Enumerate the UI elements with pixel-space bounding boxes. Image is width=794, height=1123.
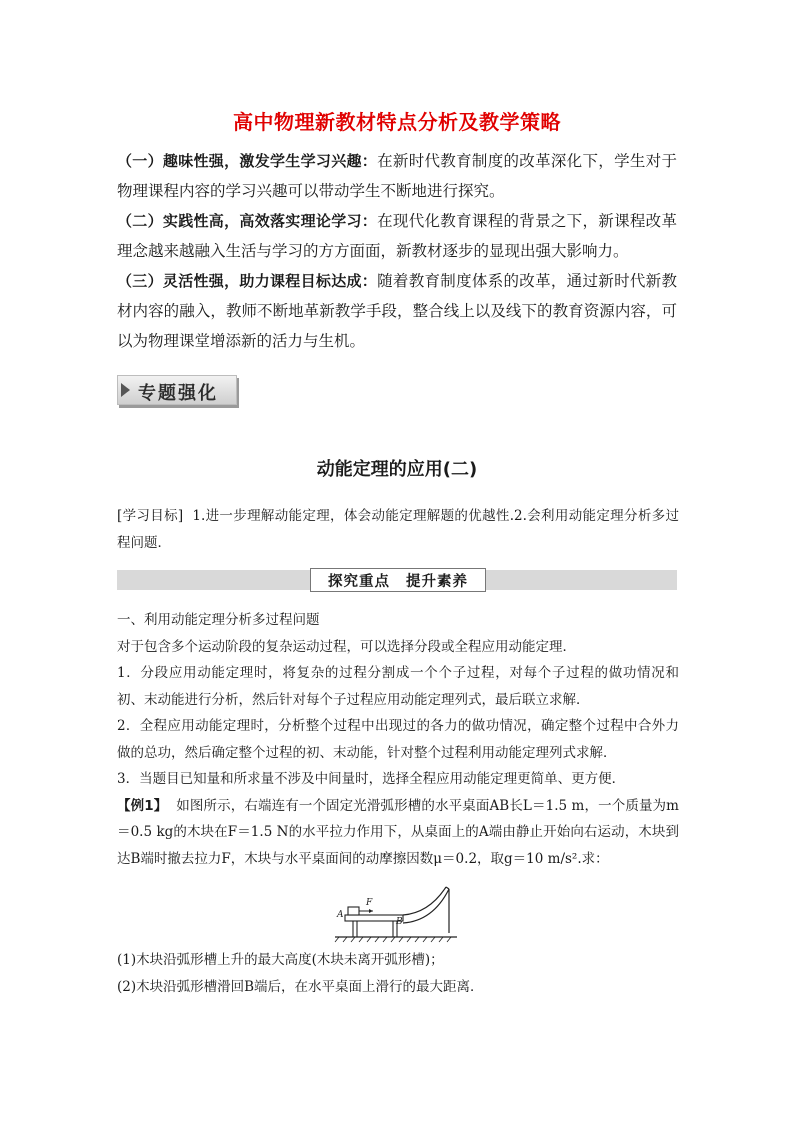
lesson-title: 动能定理的应用(二) <box>316 459 478 480</box>
paragraph-3: 3．当题目已知量和所求量不涉及中间量时，选择全程应用动能定理更简单、更方便． <box>117 771 626 787</box>
label-B: B <box>396 917 403 927</box>
intro-paragraph-2 <box>117 206 677 266</box>
force-arrowhead <box>369 909 373 913</box>
topic-banner <box>117 375 237 407</box>
section-heading: 一、利用动能定理分析多过程问题 <box>117 612 320 628</box>
question-list <box>117 947 679 1000</box>
label-F: F <box>366 898 373 908</box>
intro-text-2: 在现代化教育课程的背景之下，新课程改革理念越来越融入生活与学习的方方面面，新教材逐步的显现出强大影响力。 <box>117 212 677 260</box>
section-bar <box>117 570 677 590</box>
example-text: 如图所示，右端连有一个固定光滑弧形槽的水平桌面AB长L＝1.5 m，一个质量为m＝0.5 kg的木块在F＝1.5 N的水平拉力作用下，从桌面上的A端由静止开始向右运动，木块到达B端时撤去拉力F，木块与水平桌面间的动摩擦因数μ＝0.2，取g＝10 m/s².求： <box>117 797 679 867</box>
goal-text: 1.进一步理解动能定理，体会动能定理解题的优越性.2.会利用动能定理分析多过程问题． <box>117 508 679 551</box>
banner-label: 专题强化 <box>138 383 218 404</box>
lesson-body <box>117 607 679 872</box>
arc-top-edge <box>446 887 449 889</box>
play-arrow-icon <box>121 383 130 397</box>
learning-goals <box>117 503 679 557</box>
ground-hatching <box>335 937 451 942</box>
intro-paragraph-1 <box>117 146 677 206</box>
paragraph-2: 2．全程应用动能定理时，分析整个过程中出现过的各力的做功情况，确定整个过程中合外力做的总功，然后确定整个过程的初、末动能，针对整个过程利用动能定理列式求解． <box>117 718 679 761</box>
section-bar-box <box>310 568 486 592</box>
banner-box <box>117 375 237 405</box>
intro-text-3: 随着教育制度体系的改革，通过新时代新教材内容的融入，教师不断地革新教学手段，整合线上以及线下的教育资源内容，可以为物理课堂增添新的活力与生机。 <box>117 272 677 350</box>
question-1: (1)木块沿弧形槽上升的最大高度(木块未离开弧形槽)； <box>117 952 444 968</box>
intro-heading-2: （二）实践性高，高效落实理论学习： <box>117 212 378 230</box>
table-top <box>345 915 403 921</box>
intro-heading-3: （三）灵活性强，助力课程目标达成： <box>117 272 378 290</box>
intro-section <box>117 146 677 356</box>
arc-groove-outer <box>403 889 449 933</box>
example-1 <box>117 793 679 873</box>
intro-text-1: 在新时代教育制度的改革深化下，学生对于物理课程内容的学习兴趣可以带动学生不断地进行探究。 <box>117 152 677 200</box>
goal-tag: [学习目标] <box>117 508 184 524</box>
intro-paragraph-3 <box>117 266 677 356</box>
paragraph-1: 1．分段应用动能定理时，将复杂的过程分割成一个个子过程，对每个子过程的做功情况和初、末动能进行分析，然后针对每个子过程应用动能定理列式，最后联立求解． <box>117 665 679 708</box>
page-title: 高中物理新教材特点分析及教学策略 <box>233 110 561 134</box>
example-tag: 【例1】 <box>117 797 168 814</box>
section-bar-label: 探究重点 提升素养 <box>327 574 469 590</box>
arc-groove <box>403 887 446 915</box>
question-2: (2)木块沿弧形槽滑回B端后，在水平桌面上滑行的最大距离． <box>117 978 484 995</box>
paragraph-0: 对于包含多个运动阶段的复杂运动过程，可以选择分段或全程应用动能定理． <box>117 638 576 655</box>
wooden-block <box>348 907 359 915</box>
intro-heading-1: （一）趣味性强，激发学生学习兴趣： <box>117 152 378 170</box>
label-A: A <box>337 910 344 920</box>
physics-figure <box>333 885 459 943</box>
